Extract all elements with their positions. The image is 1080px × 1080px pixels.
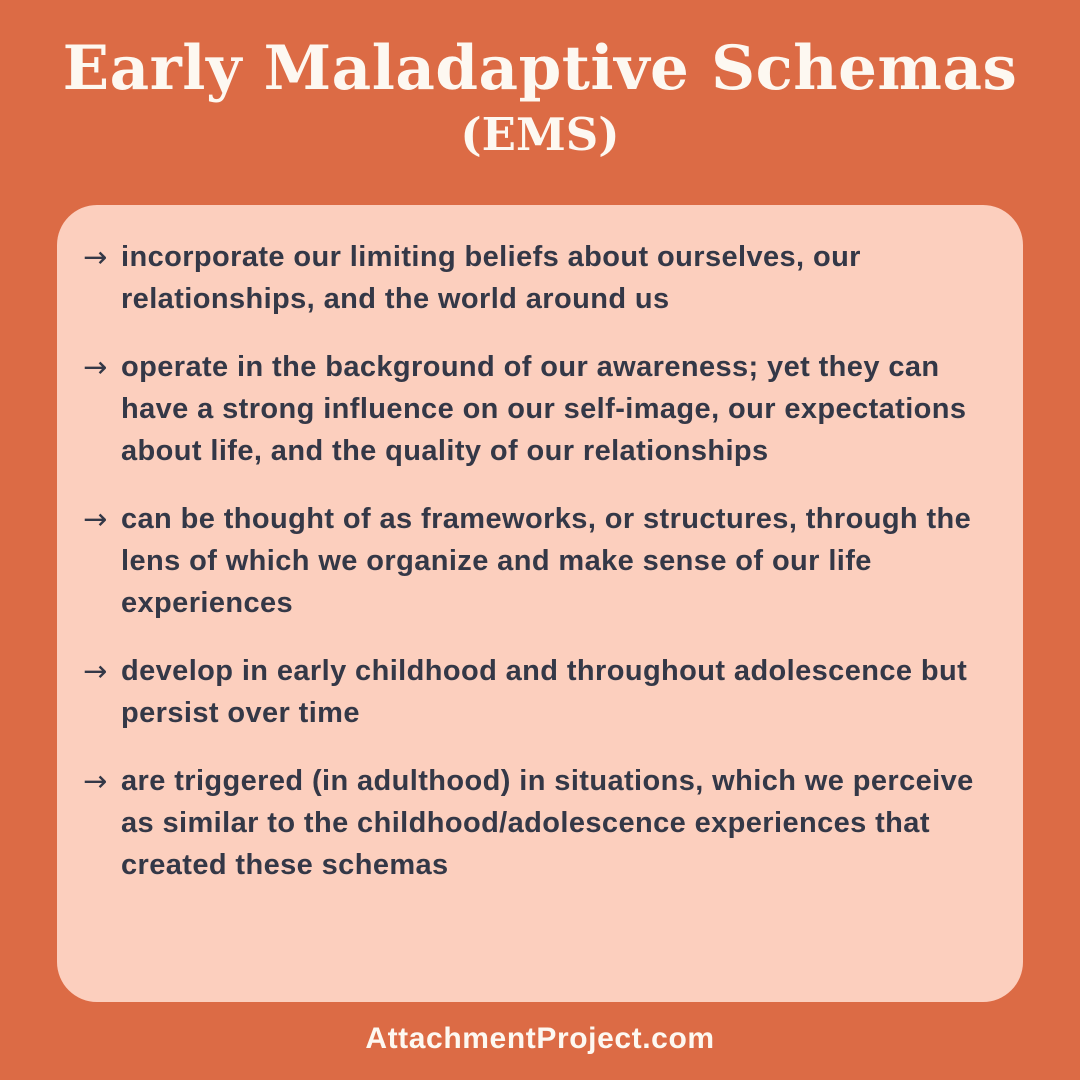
bullet-text: are triggered (in adulthood) in situations, which we perceive as similar to the childhood/adolescence experiences that created these schemas <box>121 765 974 881</box>
bullet-text: can be thought of as frameworks, or structures, through the lens of which we organize and make sense of our life experiences <box>121 503 972 619</box>
bullet-item <box>71 498 1001 624</box>
content-card <box>57 205 1023 1002</box>
header <box>0 0 1080 161</box>
footer-site-label: AttachmentProject.com <box>365 1022 715 1055</box>
bullet-item <box>71 346 1001 472</box>
arrow-bullet-icon: → <box>83 502 108 536</box>
bullet-text: develop in early childhood and throughout adolescence but persist over time <box>121 655 968 729</box>
bullet-text: operate in the background of our awareness; yet they can have a strong influence on our self-image, our expectations about life, and the quality of our relationships <box>121 351 967 467</box>
arrow-bullet-icon: → <box>83 654 108 688</box>
footer <box>0 1022 1080 1056</box>
bullet-text: incorporate our limiting beliefs about ourselves, our relationships, and the world around us <box>121 241 861 315</box>
bullet-item <box>71 760 1001 886</box>
arrow-bullet-icon: → <box>83 764 108 798</box>
arrow-bullet-icon: → <box>83 240 108 274</box>
bullet-item <box>71 650 1001 734</box>
page-subtitle: (EMS) <box>460 108 620 162</box>
bullet-item <box>71 236 1001 320</box>
arrow-bullet-icon: → <box>83 350 108 384</box>
page-title: Early Maladaptive Schemas <box>62 33 1018 104</box>
